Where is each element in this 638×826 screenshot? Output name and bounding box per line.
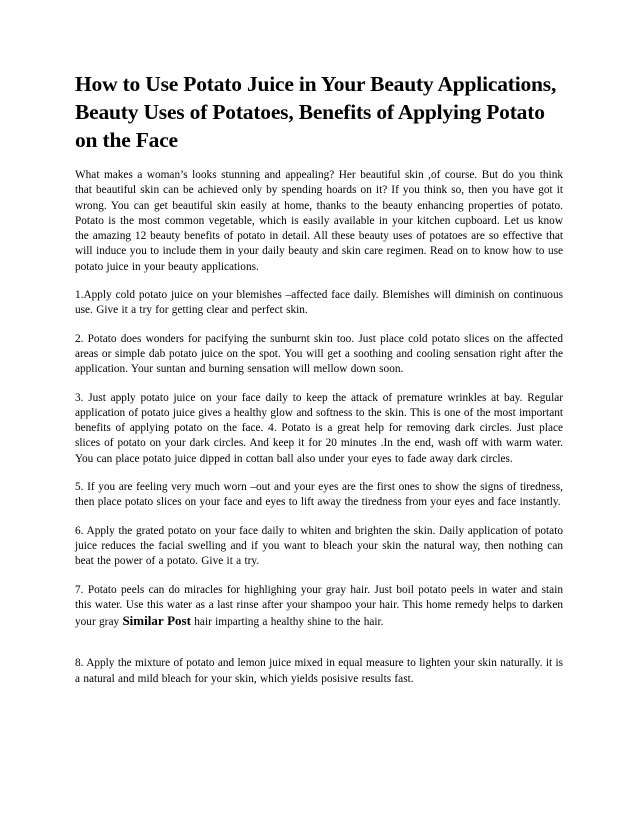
tip-8-paragraph: 8. Apply the mixture of potato and lemon juice mixed in equal measure to lighten your skin naturally. it is a natural and mild bleach for your skin, which yields posisive results fast. bbox=[75, 657, 563, 685]
similar-post-link[interactable]: Similar Post bbox=[122, 613, 191, 629]
tip-3-4-paragraph: 3. Just apply potato juice on your face daily to keep the attack of premature wrinkles at bay. Regular application of potato juice gives a healthy glow and softness to the skin. This is one of the most important benefits of applying potato on the face. 4. Potato is a great help for removing dark circles. Just place slices of potato on your dark circles. And keep it for 20 minutes .In the end, wash off with warm water. You can place potato juice dipped in cottan ball also under your eyes to fade away dark circles. bbox=[75, 391, 563, 465]
intro-paragraph: What makes a woman’s looks stunning and appealing? Her beautiful skin ,of course. But do you think that beautiful skin can be achieved only by spending hoards on it? If you think so, then you have got it wrong. You can get beautiful skin easily at home, thanks to the beauty enhancing properties of potato. Potato is the most common vegetable, which is easily available in your kitchen cupboard. Let us know the amazing 12 beauty benefits of potato in detail. All these beauty uses of potatoes are so effective that will induce you to include them in your daily beauty and skin care regimen. Read on to know how to use potato juice in your beauty applications. bbox=[75, 169, 563, 273]
tip-5-paragraph: 5. If you are feeling very much worn –out and your eyes are the first ones to show the signs of tiredness, then place potato slices on your face and eyes to lift away the tiredness from your eyes and face instantly. bbox=[75, 481, 563, 509]
document-page bbox=[75, 70, 563, 700]
tip-1-paragraph: 1.Apply cold potato juice on your blemishes –affected face daily. Blemishes will diminish on continuous use. Give it a try for getting clear and perfect skin. bbox=[75, 289, 563, 317]
document-title: How to Use Potato Juice in Your Beauty Applications, Beauty Uses of Potatoes, Benefits of Applying Potato on the Face bbox=[75, 72, 557, 152]
tip-7-paragraph bbox=[75, 583, 563, 631]
tip-6-paragraph: 6. Apply the grated potato on your face daily to whiten and brighten the skin. Daily application of potato juice reduces the facial swelling and if you want to bleach your skin the natural way, then nothing can beat the power of a potato. Give it a try. bbox=[75, 524, 563, 568]
tip-7-text-end: hair imparting a healthy shine to the hair. bbox=[190, 616, 384, 629]
tip-7-text-start: 7. Potato peels can do miracles for highlighing your gray hair. Just boil potato peels in water and stain this water. Use this water as a last rinse after your shampoo your hair. This home remedy helps to darken your gray bbox=[75, 583, 563, 629]
tip-2-paragraph: 2. Potato does wonders for pacifying the sunburnt skin too. Just place cold potato slices on the affected areas or simple dab potato juice on the spot. You will get a soothing and cooling sensation right after the application. Your suntan and burning sensation will mellow down soon. bbox=[75, 332, 563, 376]
